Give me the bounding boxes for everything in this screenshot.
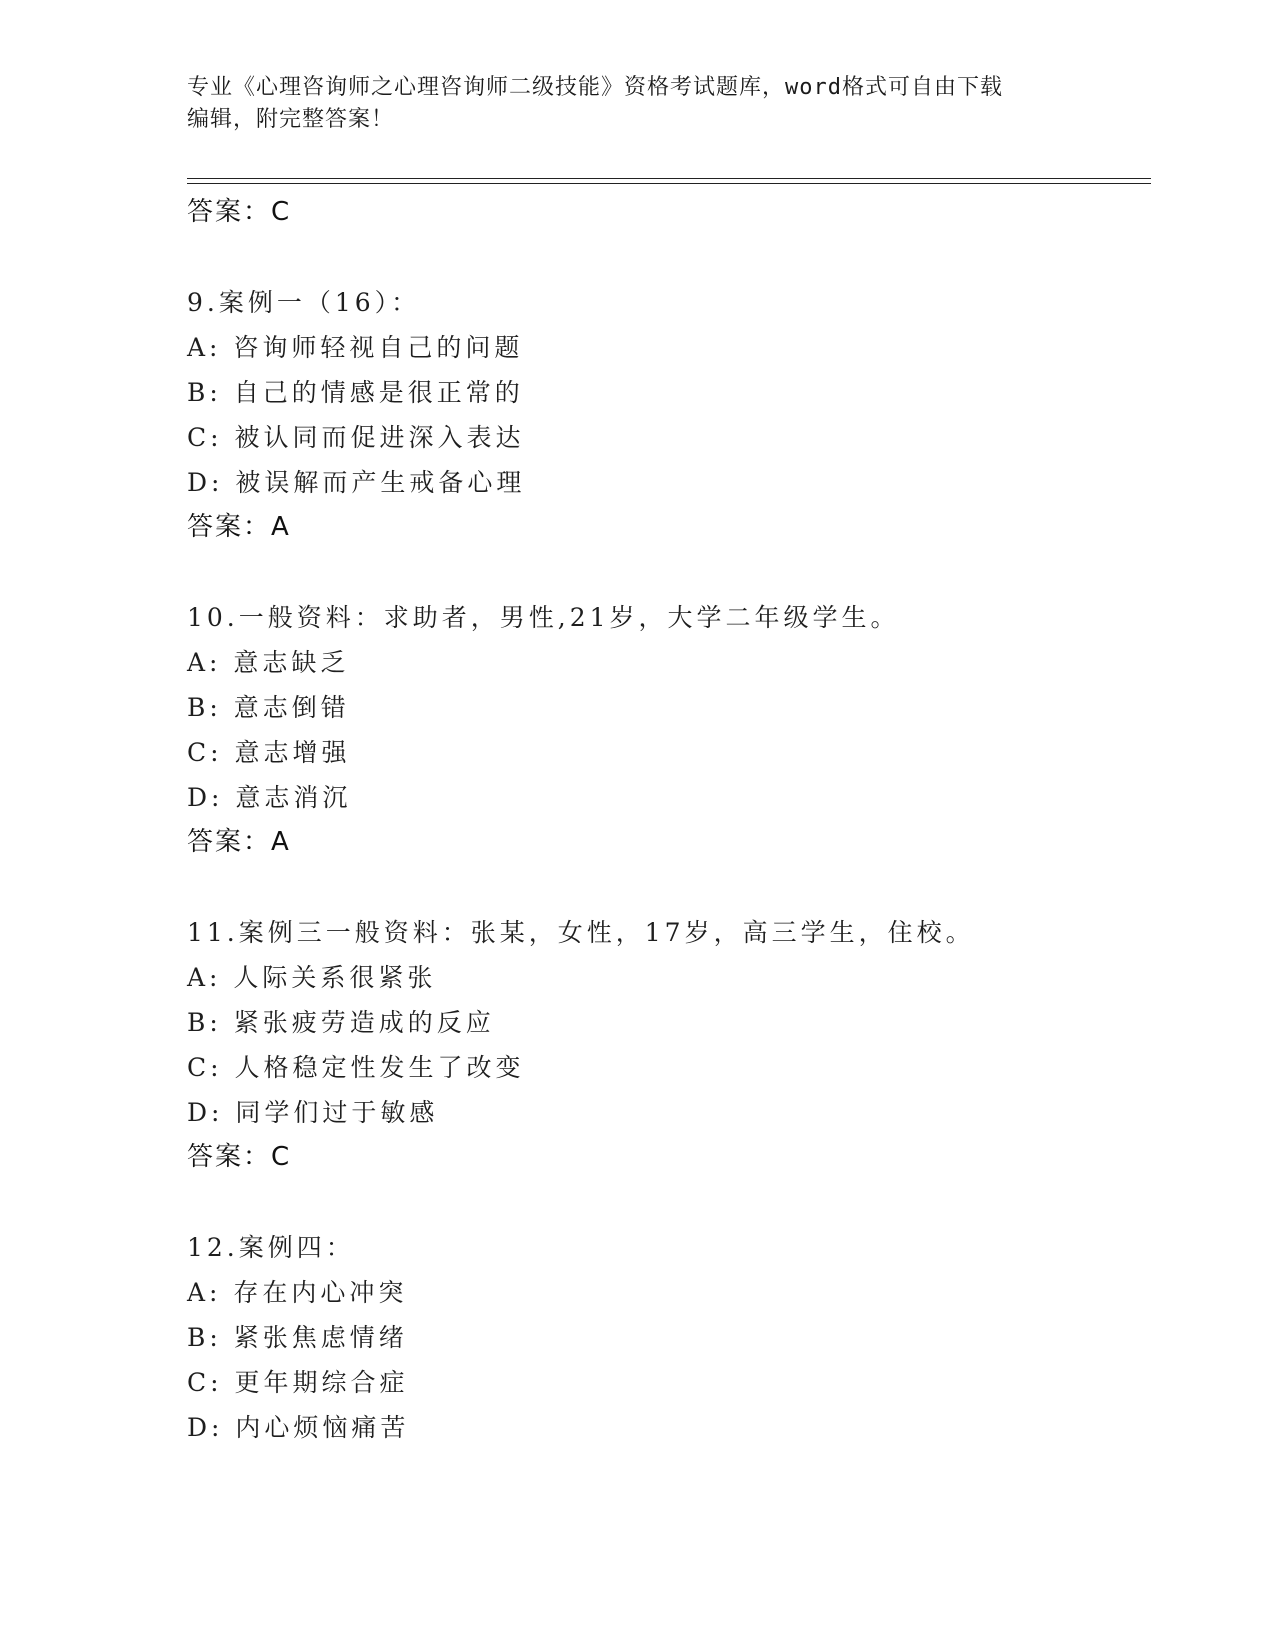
header-line-1: 专业《心理咨询师之心理咨询师二级技能》资格考试题库，word格式可自由下载 xyxy=(187,75,1003,100)
document-header xyxy=(187,72,1087,136)
question-stem: 11.案例三一般资料：张某，女性，17岁，高三学生，住校。 xyxy=(187,918,975,947)
answer-option: C: 人格稳定性发生了改变 xyxy=(187,1053,525,1082)
answer-option: D: 同学们过于敏感 xyxy=(187,1098,439,1127)
question-list xyxy=(187,190,1147,1450)
header-divider-top xyxy=(187,178,1151,179)
answer-option: D: 内心烦恼痛苦 xyxy=(187,1413,410,1442)
spacer xyxy=(187,1180,1147,1225)
answer-option: C: 意志增强 xyxy=(187,738,351,767)
answer-option: C: 被认同而促进深入表达 xyxy=(187,423,525,452)
answer-line: 答案：C xyxy=(187,1142,292,1172)
question-stem: 10.一般资料：求助者，男性,21岁，大学二年级学生。 xyxy=(187,603,900,632)
question-stem: 9.案例一（16）： xyxy=(187,288,421,317)
answer-option: A: 人际关系很紧张 xyxy=(187,963,437,992)
answer-option: B: 自己的情感是很正常的 xyxy=(187,378,524,407)
spacer xyxy=(187,550,1147,595)
spacer xyxy=(187,235,1147,280)
spacer xyxy=(187,865,1147,910)
answer-line: 答案：C xyxy=(187,197,292,227)
answer-option: B: 意志倒错 xyxy=(187,693,350,722)
answer-option: C: 更年期综合症 xyxy=(187,1368,409,1397)
answer-option: A: 存在内心冲突 xyxy=(187,1278,408,1307)
answer-option: A: 意志缺乏 xyxy=(187,648,350,677)
header-line-2: 编辑，附完整答案！ xyxy=(187,107,395,132)
answer-option: A: 咨询师轻视自己的问题 xyxy=(187,333,524,362)
answer-option: B: 紧张焦虑情绪 xyxy=(187,1323,408,1352)
answer-line: 答案：A xyxy=(187,512,291,542)
question-stem: 12.案例四： xyxy=(187,1233,355,1262)
header-divider-bottom xyxy=(187,183,1151,184)
answer-option: D: 被误解而产生戒备心理 xyxy=(187,468,526,497)
answer-line: 答案：A xyxy=(187,827,291,857)
answer-option: B: 紧张疲劳造成的反应 xyxy=(187,1008,495,1037)
answer-option: D: 意志消沉 xyxy=(187,783,352,812)
